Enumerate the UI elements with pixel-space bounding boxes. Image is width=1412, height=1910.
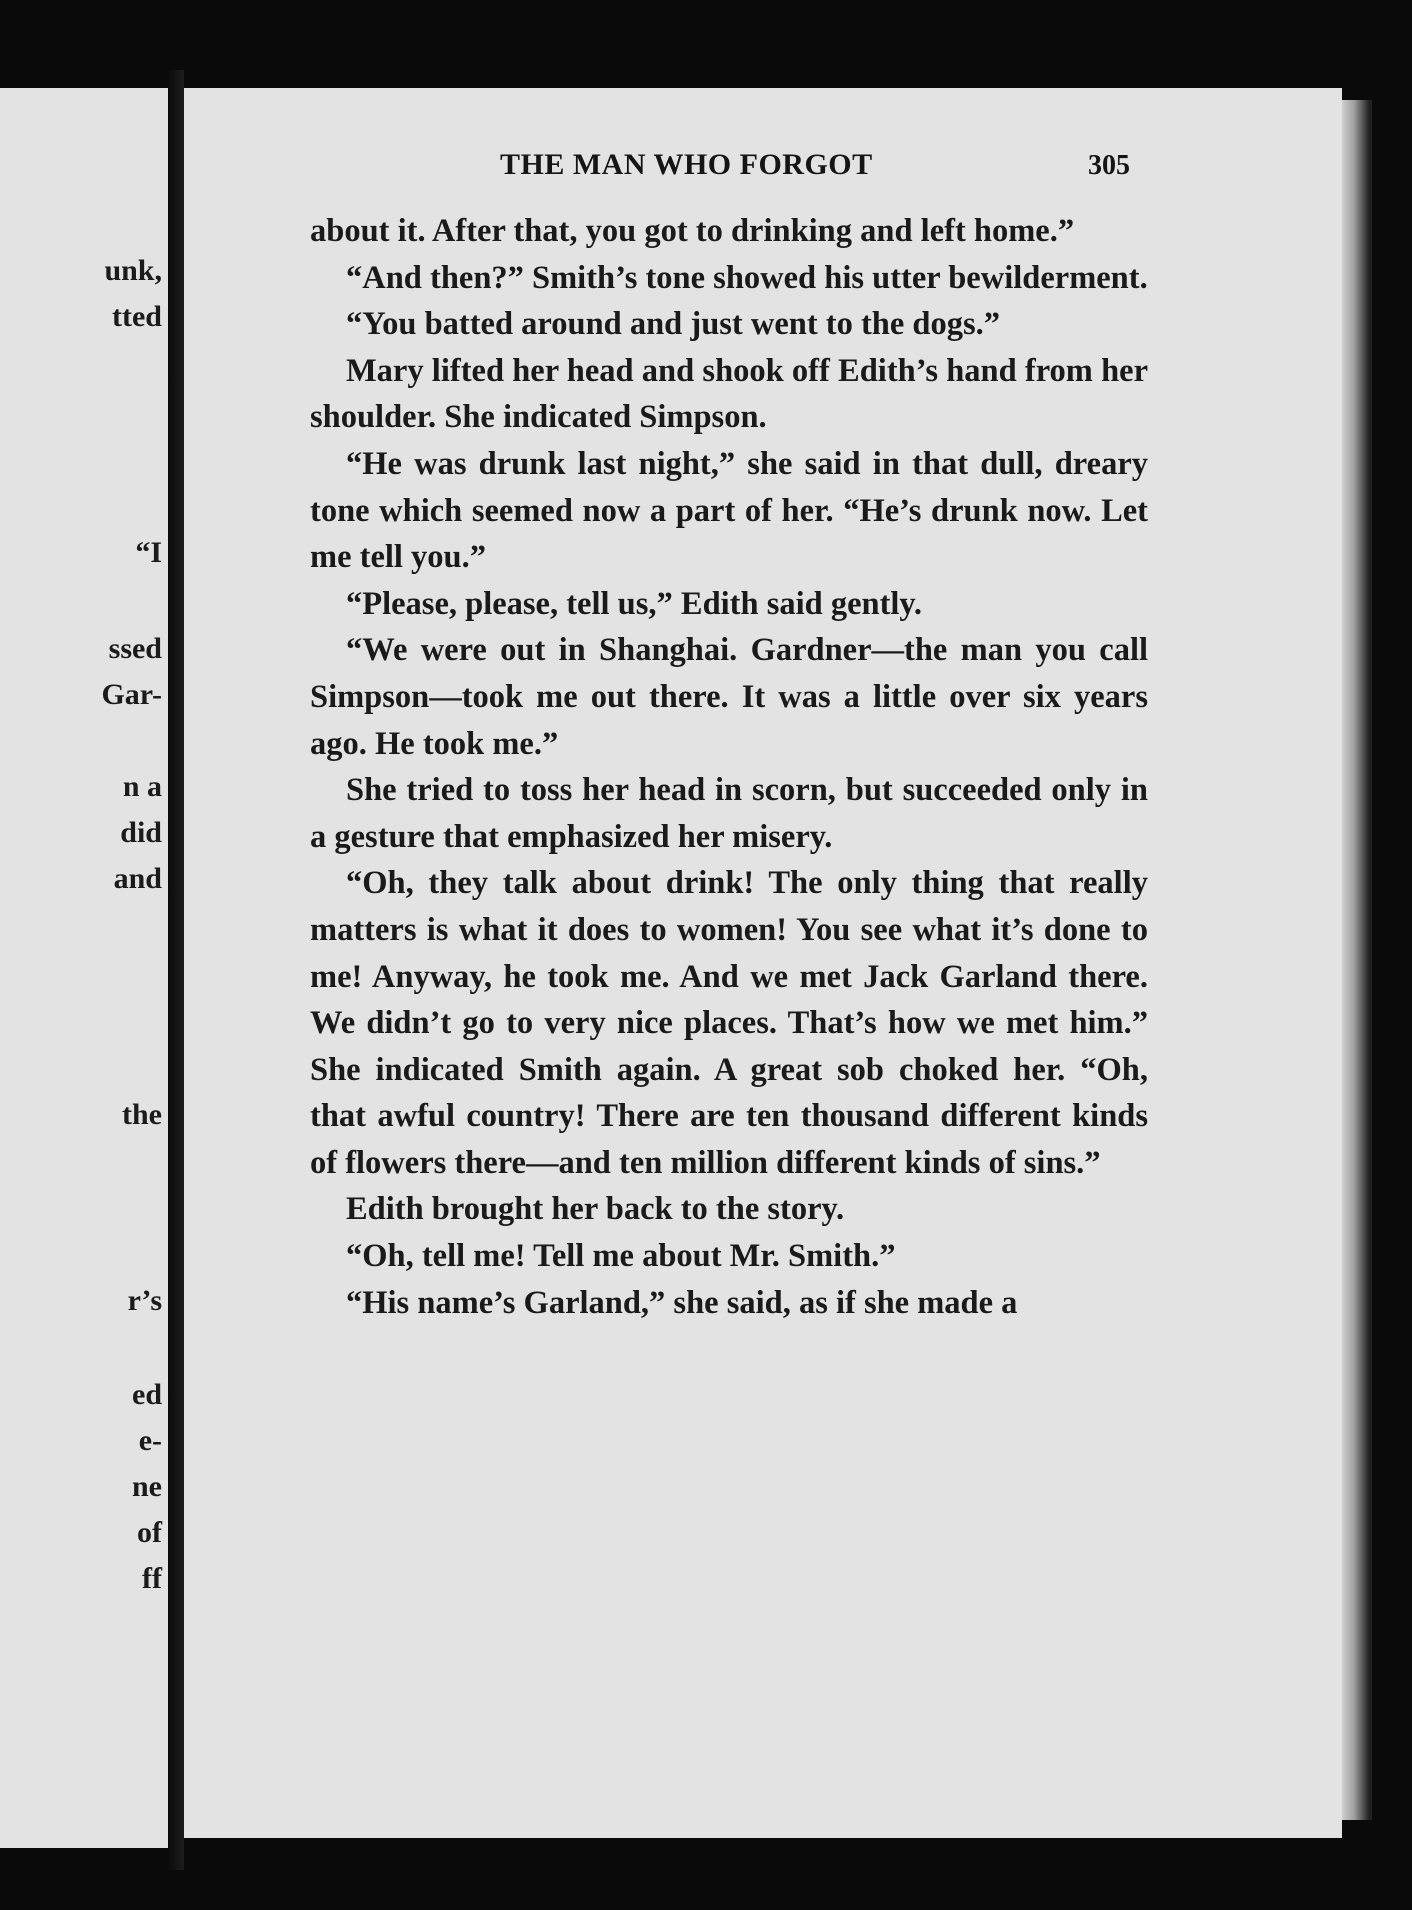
left-page-text-fragment: the <box>122 1098 162 1131</box>
left-page-text-fragment: of <box>137 1516 162 1549</box>
left-page-text-fragment: ed <box>132 1378 162 1411</box>
paragraph: about it. After that, you got to drinking and left home.” <box>310 213 1075 249</box>
paragraph: “And then?” Smith’s tone showed his utter bewilderment. <box>346 259 1148 296</box>
book-gutter <box>168 70 184 1870</box>
paragraph: “You batted around and just went to the dogs.” <box>346 306 1001 343</box>
running-title: THE MAN WHO FORGOT <box>500 148 873 181</box>
page-edge-shadow <box>1342 100 1372 1820</box>
paragraph: “Please, please, tell us,” Edith said gently. <box>346 585 923 622</box>
left-page-text-fragment: ssed <box>108 632 162 665</box>
paragraph: She tried to toss her head in scorn, but succeeded only in a gesture that emphasized her misery. <box>310 772 1148 855</box>
paragraph: “He was drunk last night,” she said in that dull, dreary tone which seemed now a part of her. “He’s drunk now. Let me tell you.” <box>310 445 1148 576</box>
left-page-text-fragment: n a <box>122 770 162 803</box>
paragraph: Mary lifted her head and shook off Edith’s hand from her shoulder. She indicated Simpson. <box>310 352 1148 436</box>
running-header <box>320 148 1140 188</box>
left-page-text-fragment: e- <box>138 1424 162 1457</box>
left-page-text-fragment: ne <box>132 1470 162 1503</box>
left-page-text-fragment: and <box>113 862 162 895</box>
paragraph: Edith brought her back to the story. <box>346 1191 845 1228</box>
left-page-text-fragment: tted <box>112 300 162 333</box>
left-page-text-fragment: ff <box>142 1562 162 1595</box>
left-page-text-fragment: r’s <box>127 1284 162 1317</box>
paragraph: “His name’s Garland,” she said, as if she made a <box>346 1284 1018 1321</box>
left-page-text-fragment: unk, <box>104 254 162 287</box>
left-page-fragment <box>0 88 168 1848</box>
page-number: 305 <box>1088 150 1130 181</box>
paragraph: “Oh, tell me! Tell me about Mr. Smith.” <box>346 1238 896 1275</box>
left-page-text-fragment: did <box>120 816 162 849</box>
page-body <box>310 208 1148 1326</box>
left-page-text-fragment: Gar- <box>101 678 162 711</box>
paragraph: “Oh, they talk about drink! The only thing that really matters is what it does to women! You see what it’s done to me! Anyway, he took me. And we met Jack Garland there. We didn’t go to very nice places. That’s how we met him.” She indicated Smith again. A great sob choked her. “Oh, that awful country! There are ten thousand different kinds of flowers there—and ten million different kinds of sins.” <box>310 865 1148 1181</box>
left-page-text-fragment: “I <box>135 536 162 569</box>
paragraph: “We were out in Shanghai. Gardner—the man you call Simpson—took me out there. It was a little over six years ago. He took me.” <box>310 632 1148 762</box>
